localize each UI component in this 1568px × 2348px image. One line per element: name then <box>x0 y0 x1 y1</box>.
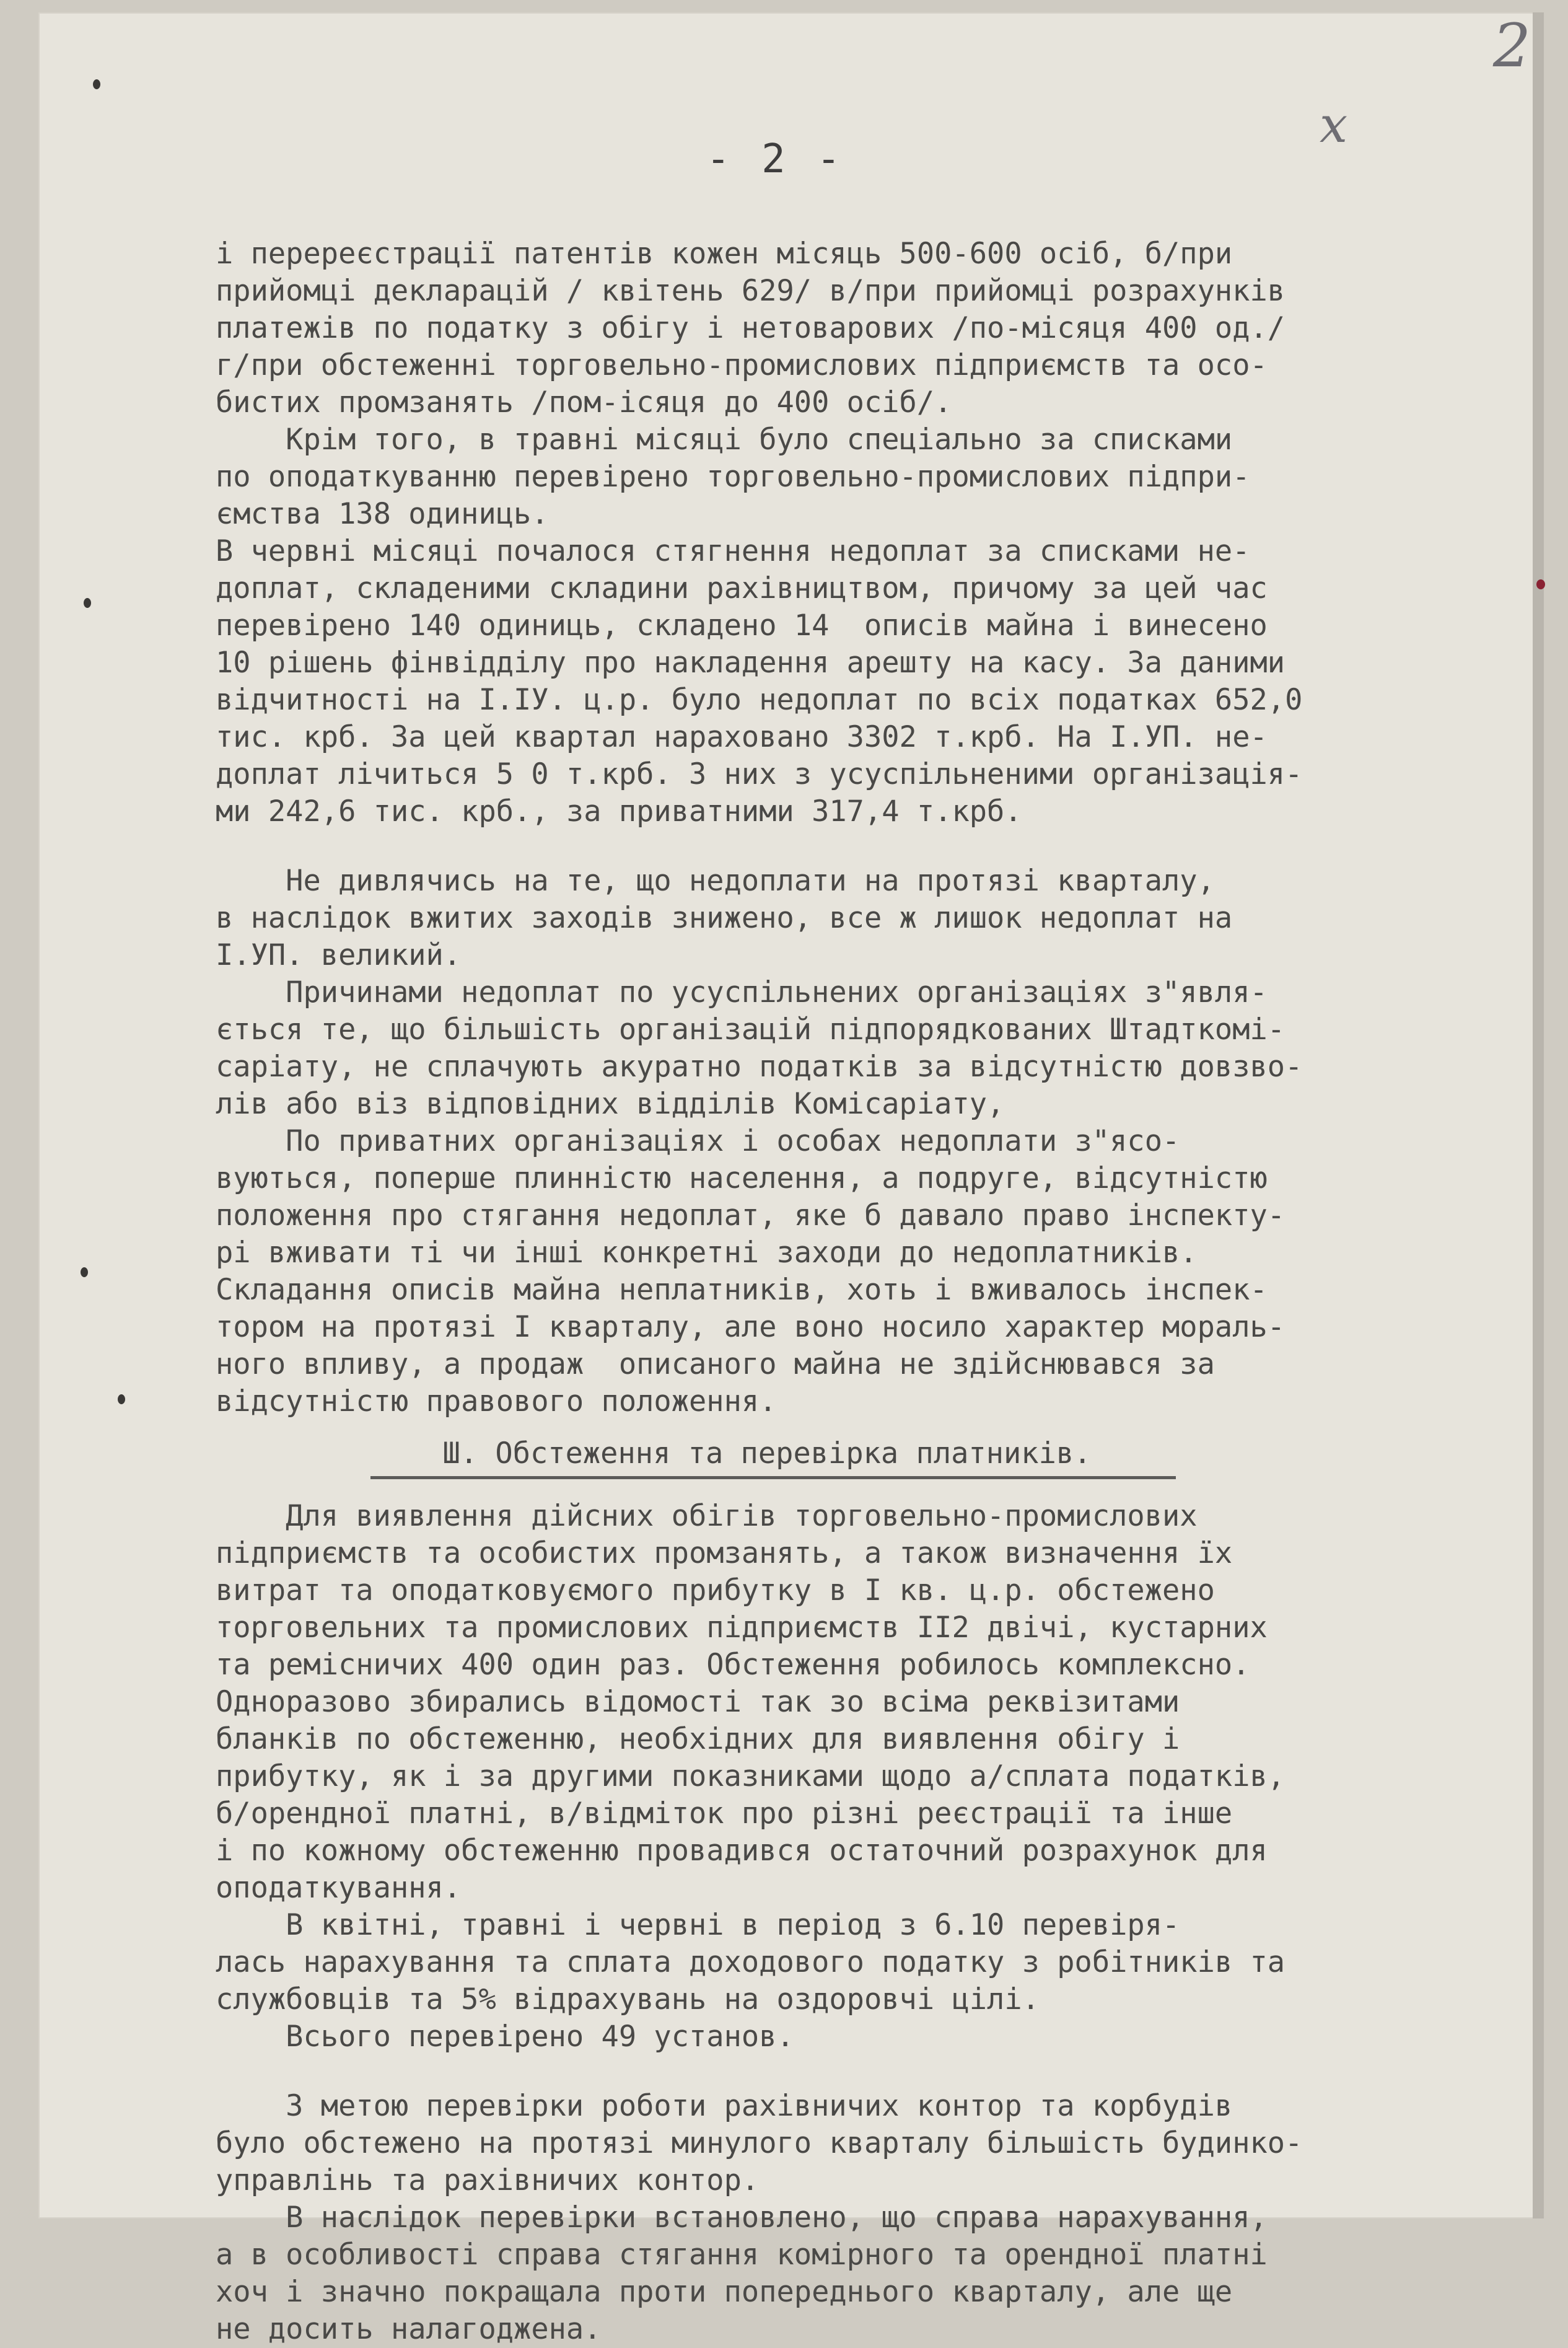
text-line: ми 242,6 тис. крб., за приватними 317,4 т.крб. <box>216 794 1022 829</box>
text-line: торговельних та промислових підприємств ІІ2 двічі, кустарних <box>216 1611 1268 1645</box>
heading-underline <box>370 1476 1176 1479</box>
binding-hole <box>84 598 91 608</box>
text-line: тис. крб. За цей квартал нараховано 3302 т.крб. На І.УП. не- <box>216 720 1268 754</box>
text-line: По приватних організаціях і особах недоплати з"ясо- <box>216 1124 1180 1158</box>
text-line: доплат, складеними складини рахівництвом, причому за цей час <box>216 571 1268 605</box>
text-line: ного впливу, а продаж описаного майна не здійснювався за <box>216 1347 1215 1381</box>
text-line: службовців та 5% відрахувань на оздоровчі цілі. <box>216 1982 1040 2016</box>
text-line: та ремісничих 400 один раз. Обстеження робилось комплексно. <box>216 1648 1250 1682</box>
text-line: Одноразово збирались відомості так зо всіма реквізитами <box>216 1685 1180 1719</box>
text-line: підприємств та особистих промзанять, а також визначення їх <box>216 1536 1233 1570</box>
binding-hole <box>81 1267 88 1277</box>
text-line: ється те, що більшість організацій підпорядкованих Штадткомі- <box>216 1013 1285 1047</box>
text-line: І.УП. великий. <box>216 938 462 972</box>
text-line: рі вживати ті чи інші конкретні заходи до недоплатників. <box>216 1236 1198 1270</box>
paragraph <box>216 1498 1535 1907</box>
binding-hole <box>93 79 100 89</box>
text-line: а в особливості справа стягання комірного та орендної платні <box>216 2238 1268 2272</box>
paragraph <box>216 421 1535 533</box>
text-line: доплат лічиться 5 0 т.крб. З них з усуспільненими організація- <box>216 757 1303 791</box>
text-line: витрат та оподатковуємого прибутку в І кв. ц.р. обстежено <box>216 1573 1215 1607</box>
text-line: В червні місяці почалося стягнення недоплат за списками не- <box>216 534 1250 568</box>
text-line: Всього перевірено 49 установ. <box>216 2020 794 2054</box>
ink-dot <box>1536 579 1545 589</box>
paragraph <box>216 533 1535 830</box>
paragraph <box>216 863 1535 974</box>
text-line: саріату, не сплачують акуратно податків за відсутністю довзво- <box>216 1050 1303 1084</box>
text-line: платежів по податку з обігу і нетоварових /по-місяця 400 од./ <box>216 311 1285 345</box>
text-line: оподаткування. <box>216 1871 462 1905</box>
text-line: Крім того, в травні місяці було спеціально за списками <box>216 423 1233 457</box>
text-line: в наслідок вжитих заходів знижено, все ж лишок недоплат на <box>216 901 1233 935</box>
text-line: З метою перевірки роботи рахівничих контор та корбудів <box>216 2089 1233 2123</box>
text-line: лась нарахування та сплата доходового податку з робітників та <box>216 1945 1285 1979</box>
text-line: перевірено 140 одиниць, складено 14 описів майна і винесено <box>216 609 1268 643</box>
text-line: управлінь та рахівничих контор. <box>216 2163 760 2197</box>
text-line: відчитності на І.ІУ. ц.р. було недоплат по всіх податках 652,0 <box>216 683 1303 717</box>
paragraph <box>216 974 1535 1123</box>
text-line: Для виявлення дійсних обігів торговельно-промислових <box>216 1499 1198 1533</box>
text-line: ємства 138 одиниць. <box>216 497 549 531</box>
text-line: прийомці декларацій / квітень 629/ в/при прийомці розрахунків <box>216 274 1285 308</box>
paragraph <box>216 2088 1535 2199</box>
text-line: Причинами недоплат по усуспільнених організаціях з"явля- <box>216 975 1268 1009</box>
page-number: - 2 - <box>706 136 844 182</box>
text-line: бистих промзанять /пом-ісяця до 400 осіб/. <box>216 385 952 420</box>
text-line: г/при обстеженні торговельно-промислових підприємств та осо- <box>216 348 1268 382</box>
text-line: Складання описів майна неплатників, хоть і вживалось інспек- <box>216 1273 1268 1307</box>
text-line: вуються, поперше плинністю населення, а подруге, відсутністю <box>216 1161 1268 1195</box>
text-line: 10 рішень фінвідділу про накладення арешту на касу. За даними <box>216 646 1285 680</box>
handwritten-folio-number: 2 <box>1492 11 1531 81</box>
text-line: і перереєстрації патентів кожен місяць 500-600 осіб, б/при <box>216 237 1233 271</box>
text-line: прибутку, як і за другими показниками щодо а/сплата податків, <box>216 1759 1285 1793</box>
paragraph <box>216 1123 1535 1420</box>
text-line: Не дивлячись на те, що недоплати на протязі кварталу, <box>216 864 1215 898</box>
text-line: бланків по обстеженню, необхідних для виявлення обігу і <box>216 1722 1180 1756</box>
text-line: по оподаткуванню перевірено торговельно-промислових підпри- <box>216 460 1250 494</box>
handwritten-mark: x <box>1320 96 1348 154</box>
paragraph <box>216 1907 1535 2056</box>
text-line: хоч і значно покращала проти попереднього кварталу, але ще <box>216 2275 1233 2309</box>
paragraph <box>216 2199 1535 2348</box>
document-body <box>216 235 1535 2348</box>
text-line: не досить налагоджена. <box>216 2312 602 2346</box>
paragraph <box>216 235 1535 421</box>
text-line: положення про стягання недоплат, яке б давало право інспекту- <box>216 1198 1285 1233</box>
binding-hole <box>118 1394 125 1404</box>
text-line: лів або віз відповідних відділів Комісаріату, <box>216 1087 1005 1121</box>
text-line: В квітні, травні і червні в період з 6.10 перевіря- <box>216 1908 1180 1942</box>
text-line: тором на протязі І кварталу, але воно носило характер мораль- <box>216 1310 1285 1344</box>
text-line: було обстежено на протязі минулого кварталу більшість будинко- <box>216 2126 1303 2160</box>
text-line: відсутністю правового положення. <box>216 1384 777 1418</box>
section-heading: Ш. Обстеження та перевірка платників. <box>442 1436 1092 1471</box>
text-line: б/орендної платні, в/відміток про різні реєстрації та інше <box>216 1796 1233 1831</box>
text-line: В наслідок перевірки встановлено, що справа нарахування, <box>216 2201 1268 2235</box>
text-line: і по кожному обстеженню провадився остаточний розрахунок для <box>216 1834 1268 1868</box>
